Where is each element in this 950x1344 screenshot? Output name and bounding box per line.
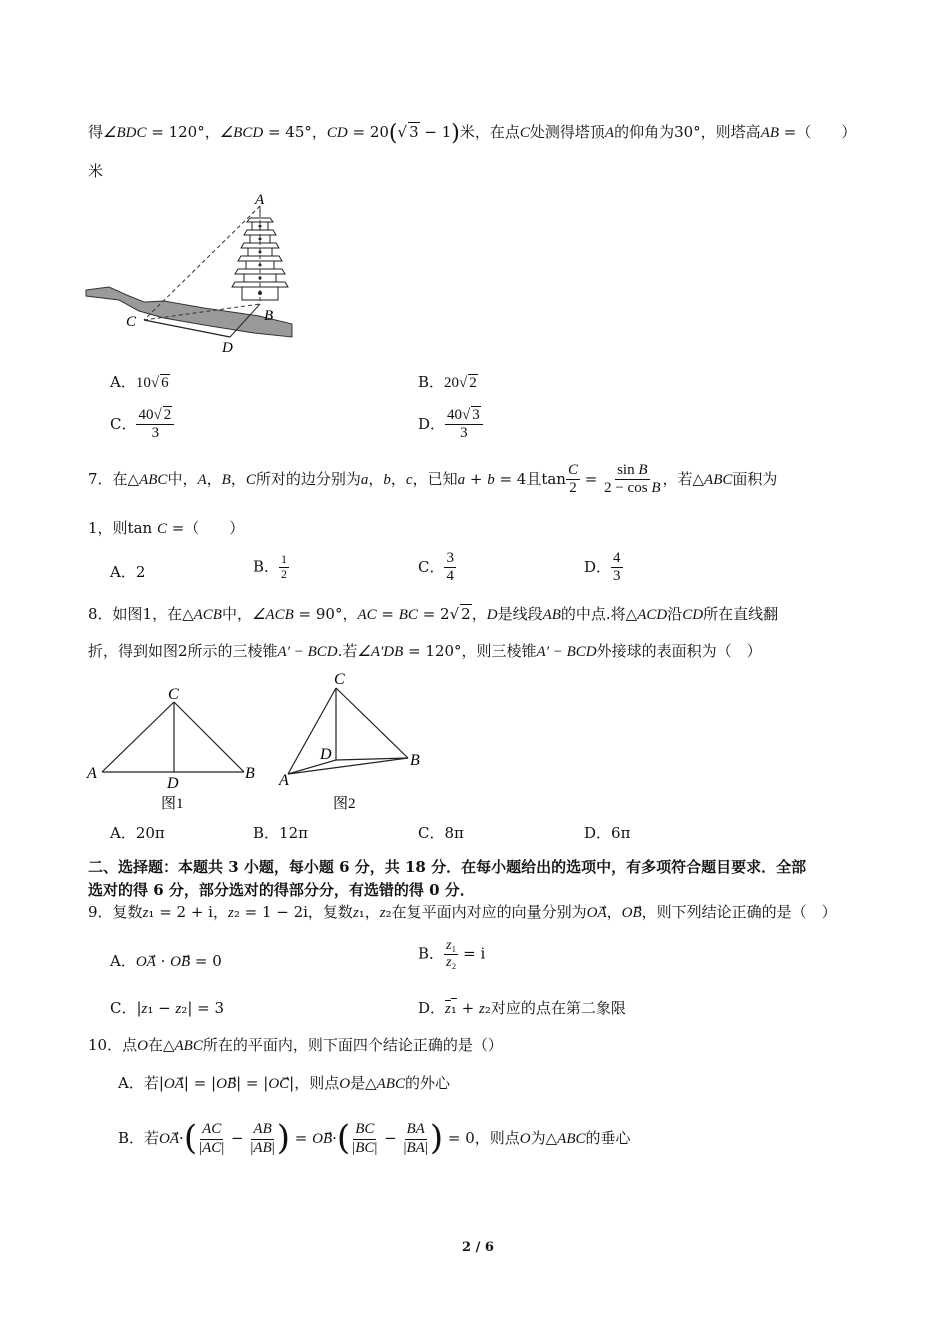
q7-option-a[interactable]: A．2 — [110, 563, 146, 581]
q6-label-b: B — [264, 308, 274, 324]
section2-heading-line2: 选对的得 6 分，部分选对的得部分分，有选错的得 0 分． — [88, 881, 475, 899]
q8-fig1-label-c: C — [168, 686, 179, 703]
q9-option-b[interactable]: B． $\frac{\text{z₁}}{\text{z₂}}$ = i — [418, 938, 486, 971]
q7-option-d[interactable]: D． $\frac{4}{3}$ — [584, 550, 621, 585]
q6-option-b[interactable]: B．20√ 2 — [418, 373, 477, 391]
q6-option-d[interactable]: D． $\frac{40√ 3}{3}$ — [418, 407, 483, 443]
q9-option-c[interactable]: C．|z₁ − z₂| = 3 — [110, 999, 225, 1017]
q8-figure1-triangle — [84, 684, 264, 814]
section2-heading-line1: 二、选择题：本题共 3 小题，每小题 6 分，共 18 分．在每小题给出的选项中，有多项符合题目要求．全部 — [88, 858, 807, 876]
q8-option-d[interactable]: D．6π — [584, 824, 631, 842]
q6-label-c: C — [126, 314, 137, 330]
q8-stem-line2: 折，得到如图2所示的三棱锥A′ − BCD.若∠A′DB = 120°，则三棱锥A′ − BCD外接球的表面积为（ ） — [88, 642, 762, 660]
q6-figure-pagoda — [84, 192, 299, 357]
q6-stem-line2: 米 — [88, 162, 104, 180]
q10-option-a[interactable]: A．若|OA⃗| = |OB⃗| = |OC⃗|，则点O是△ABC的外心 — [118, 1074, 450, 1092]
q8-fig2-label-c: C — [334, 671, 345, 688]
q8-option-a[interactable]: A．20π — [110, 824, 165, 842]
q6-stem-line1: 得∠BDC = 120°，∠BCD = 45°，CD = 20(√ 3 − 1)米，在点C处测得塔顶A的仰角为30°，则塔高AB =（ ） — [88, 121, 857, 146]
q6-label-d: D — [222, 340, 233, 356]
q10-option-b[interactable]: B．若OA⃗·( $\frac{AC}{|AC|}$ − $\frac{AB}{|AB|}$ ) = OB⃗·( $\frac{BC}{|BC|}$ − $\frac{BA}{|BA|}$ ) = 0，则点O为△ABC的垂心 — [118, 1118, 631, 1158]
q7-stem-line1: 7．在△ABC中，A，B，C所对的边分别为a，b，c，已知a + b = 4且tan $\frac{C}{2}$ = $\frac{\text{sin B}}{\text{2 − cos B}}$ ，若△ABC面积为 — [88, 462, 778, 497]
q8-fig2-label-b: B — [410, 752, 420, 769]
q8-option-c[interactable]: C．8π — [418, 824, 464, 842]
q8-fig1-label-b: B — [245, 765, 255, 782]
q8-fig1-label-a: A — [87, 765, 97, 782]
q9-stem: 9．复数z₁ = 2 + i，z₂ = 1 − 2i，复数z₁，z₂在复平面内对应的向量分别为OA⃗，OB⃗，则下列结论正确的是（ ） — [88, 903, 837, 921]
page-number: 2 / 6 — [462, 1240, 494, 1255]
q8-fig2-label-d: D — [320, 746, 332, 763]
q8-fig1-caption: 图1 — [161, 796, 184, 812]
q8-figure2-pyramid — [276, 666, 436, 816]
q10-stem: 10．点O在△ABC所在的平面内，则下面四个结论正确的是（） — [88, 1036, 503, 1054]
q8-fig2-caption: 图2 — [333, 796, 356, 812]
q7-option-b[interactable]: B． $\frac{1}{2}$ — [253, 552, 288, 581]
q6-option-a[interactable]: A．10√ 6 — [110, 373, 169, 391]
q8-fig1-label-d: D — [167, 775, 179, 792]
q8-option-b[interactable]: B．12π — [253, 824, 308, 842]
q6-label-a: A — [255, 192, 265, 208]
q8-stem-line1: 8．如图1，在△ACB中，∠ACB = 90°，AC = BC = 2√ 2，D是线段AB的中点.将△ACD沿CD所在直线翻 — [88, 605, 779, 623]
q6-option-c[interactable]: C． $\frac{40√ 2}{3}$ — [110, 407, 174, 443]
q8-fig2-label-a: A — [279, 772, 289, 789]
q9-option-a[interactable]: A．OA⃗ · OB⃗ = 0 — [110, 952, 222, 970]
q9-option-d[interactable]: D．z₁ + z₂对应的点在第二象限 — [418, 999, 626, 1017]
q7-option-c[interactable]: C． $\frac{3}{4}$ — [418, 550, 454, 585]
q7-stem-line2: 1，则tan C =（ ） — [88, 519, 245, 537]
